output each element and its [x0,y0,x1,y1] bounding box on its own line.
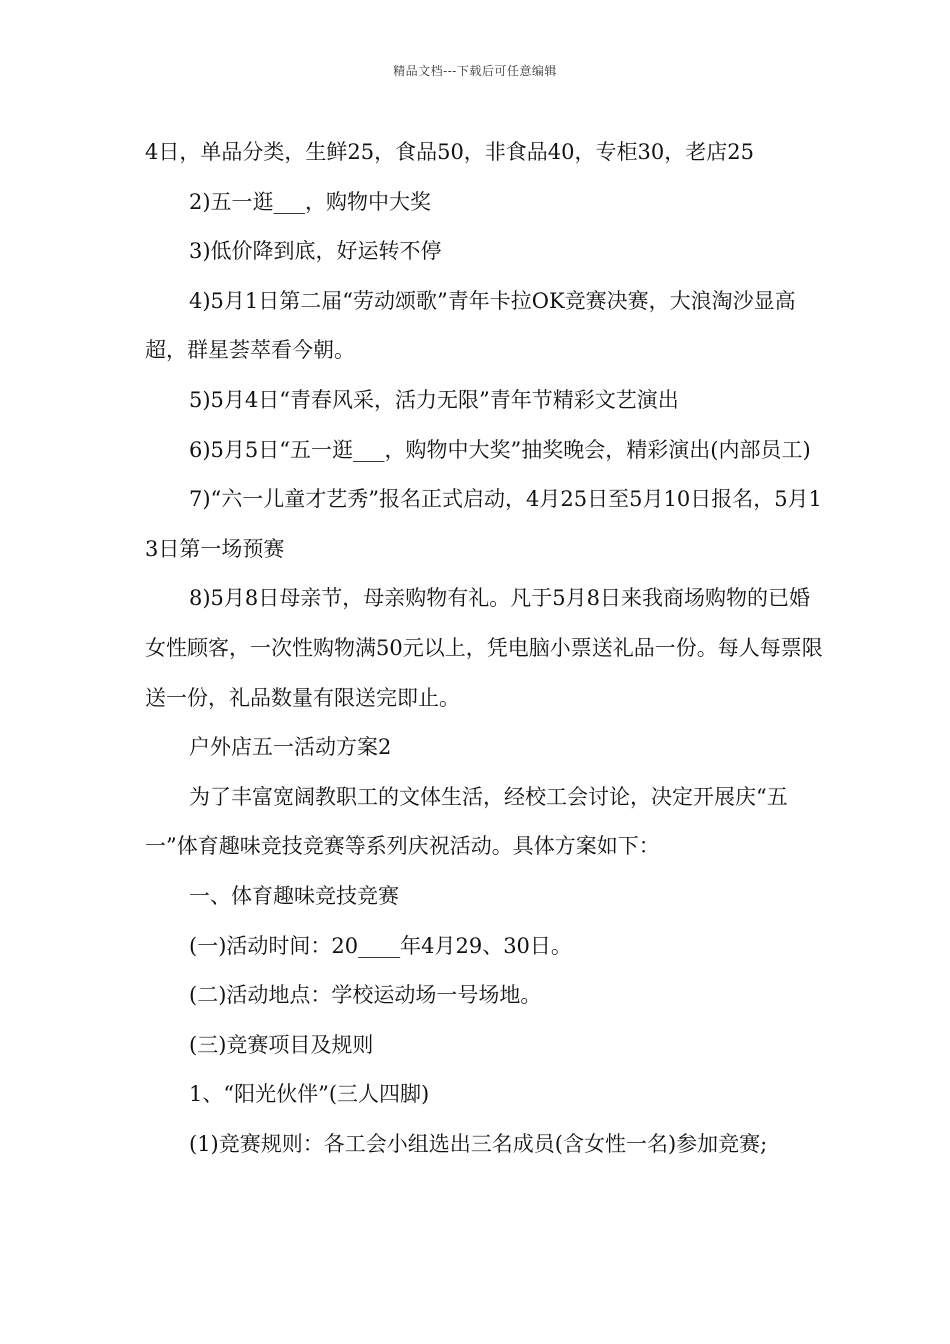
paragraph: 7)“六一儿童才艺秀”报名正式启动，4月25日至5月10日报名，5月13日第一场预赛 [145,487,822,561]
paragraph: 1、“阳光伙伴”(三人四脚) [189,1082,430,1107]
paragraph: (三)竞赛项目及规则 [189,1032,374,1057]
paragraph: (一)活动时间：20____年4月29、30日。 [189,933,572,958]
paragraph: 4)5月1日第二届“劳动颂歌”青年卡拉OK竞赛决赛，大浪淘沙显高超，群星荟萃看今朝。 [145,288,796,363]
page-header: 精品文档---下载后可任意编辑 [393,64,557,78]
paragraph: (二)活动地点：学校运动场一号场地。 [189,983,542,1008]
paragraph: (1)竞赛规则：各工会小组选出三名成员(含女性一名)参加竞赛; [189,1131,768,1156]
paragraph: 3)低价降到底，好运转不停 [189,239,442,264]
section-title: 户外店五一活动方案2 [189,735,392,760]
paragraph: 5)5月4日“青春风采，活力无限”青年节精彩文艺演出 [189,387,679,412]
paragraph: 6)5月5日“五一逛___，购物中大奖”抽奖晚会，精彩演出(内部员工) [189,437,811,462]
paragraph: 4日，单品分类，生鲜25，食品50，非食品40，专柜30，老店25 [145,140,754,164]
document-body [145,128,825,1169]
paragraph: 为了丰富宽阔教职工的文体生活，经校工会讨论，决定开展庆“五一”体育趣味竞技竞赛等系列庆祝活动。具体方案如下： [145,784,788,859]
paragraph: 2)五一逛___，购物中大奖 [189,189,432,214]
paragraph: 8)5月8日母亲节，母亲购物有礼。凡于5月8日来我商场购物的已婚女性顾客，一次性购物满50元以上，凭电脑小票送礼品一份。每人每票限送一份，礼品数量有限送完即止。 [145,586,823,710]
section-heading: 一、体育趣味竞技竞赛 [189,883,399,908]
